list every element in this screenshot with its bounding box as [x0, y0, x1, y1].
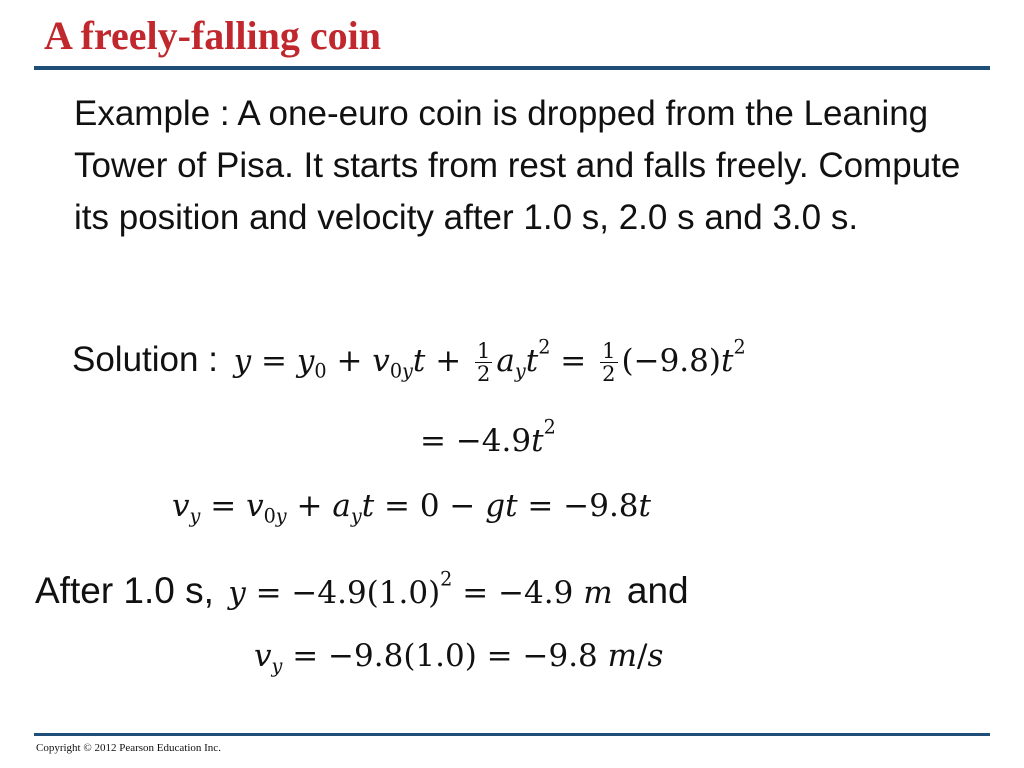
after-one-second-position [35, 567, 689, 612]
position-at-one-second-math: $y = -4.9(1.0)^2 = -4.9$ m [228, 567, 613, 611]
solution-position-equation [72, 335, 746, 386]
solution-label: Solution : [72, 340, 218, 379]
velocity-at-one-second: $v_y = -9.8(1.0) = -9.8$ m/s [254, 638, 664, 678]
example-problem-text: Example : A one-euro coin is dropped from the Leaning Tower of Pisa. It starts from rest and falls freely. Compute its position and velocity after 1.0 s, 2.0 s and 3.0 s. [74, 94, 961, 237]
position-simplified-equation: = $-4.9t^2$ [420, 415, 556, 459]
footer-divider [34, 733, 990, 736]
copyright-notice: Copyright © 2012 Pearson Education Inc. [36, 742, 221, 754]
and-word: and [626, 570, 689, 611]
slide-title: A freely-falling coin [44, 13, 381, 58]
position-equation-math: $y = y_0 + v_{0y}t$ + $\frac{1}{2}$ $a_yt^2$ = $\frac{1}{2}$ $(-9.8)t^2$ [233, 335, 746, 386]
velocity-equation: $v_y = v_{0y} + a_yt = 0$ − gt = −9.8t [172, 488, 651, 528]
after-label: After 1.0 s, [35, 570, 214, 611]
title-divider [34, 66, 990, 70]
